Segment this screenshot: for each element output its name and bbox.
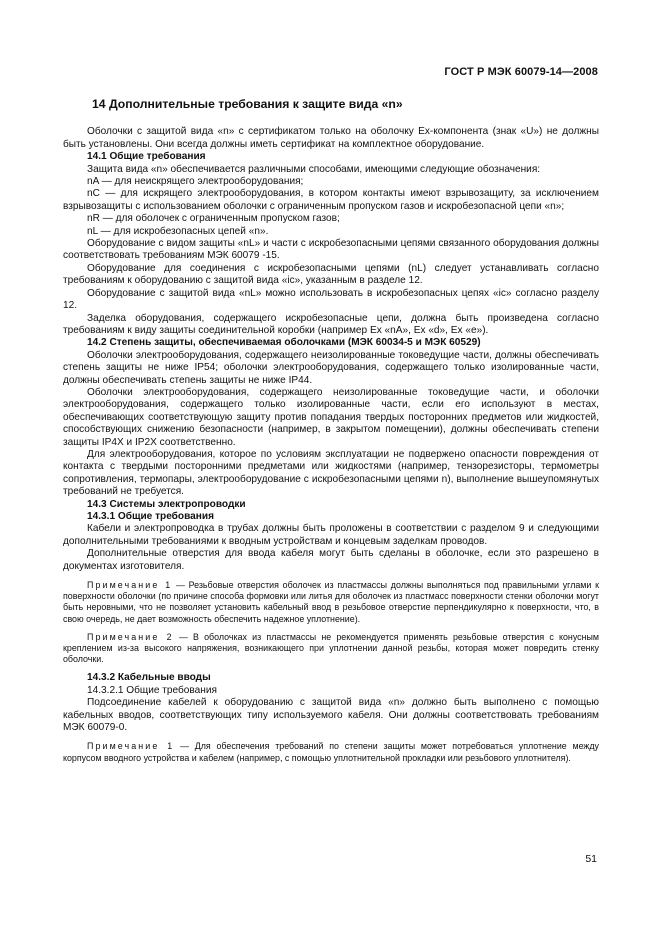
paragraph: nR — для оболочек с ограниченным пропуском газов; [87,213,340,225]
paragraph: Оборудование для соединения с искробезопасными цепями (nL) следует устанавливать согласно требованиям к оборудованию с защитой вида «ic», указанным в разделе 12. [63,262,599,287]
subsection-heading: 14.2 Степень защиты, обеспечиваемая оболочками (МЭК 60034-5 и МЭК 60529) [87,337,481,349]
note-text: — Для обеспечения требований по степени защиты может потребоваться уплотнение между корпусом вводного устройства и кабелем (например, с помощью уплотнительной прокладки или резьбового уплотнителя). [63,741,599,763]
paragraph: Оболочки электрооборудования, содержащего неизолированные токоведущие части, и оболочки электрооборудования, содержащего только изолированные части, если его используют в местах, обеспечивающих соответствующую защиту против попадания твердых посторонних предметов или жидкостей, способствующих снижению безопасности (например, в закрытом помещении), должны обеспечивать степени защиты IP4X и IP2X соответственно. [63,386,599,448]
note-label: Примечание 1 [87,580,173,591]
paragraph: Оборудование с защитой вида «nL» можно использовать в искробезопасных цепях «ic» согласно разделу 12. [63,287,599,312]
note-label: Примечание 1 [87,741,175,752]
subsection-heading: 14.3.2.1 Общие требования [87,684,217,696]
paragraph: nL — для искробезопасных цепей «n». [87,225,269,237]
subsection-heading: 14.3.1 Общие требования [87,511,214,522]
note [63,580,599,625]
section-title: 14 Дополнительные требования к защите вида «n» [92,97,403,111]
subsection-heading: 14.3.2 Кабельные вводы [87,672,211,684]
note-text: — В оболочках из пластмассы не рекомендуется применять резьбовые отверстия с конусным креплением из-за высокого напряжения, возникающего при уплотнении данной резьбы, которая может повредить стенку оболочки. [63,631,599,665]
paragraph: nC — для искрящего электрооборудования, в котором контакты имеют взрывозащиту, за исключением взрывозащиты с использованием оболочки с ограниченным пропуском газов и искробезопасной цепи «n»; [63,188,599,212]
paragraph: Дополнительные отверстия для ввода кабеля могут быть сделаны в оболочке, если это разрешено в документах изготовителя. [63,548,599,572]
paragraph: Оборудование с видом защиты «nL» и части с искробезопасными цепями связанного оборудования должны соответствовать требованиям МЭК 60079 -15. [63,238,599,262]
paragraph: nA — для неискрящего электрооборудования; [87,176,304,188]
paragraph: Заделка оборудования, содержащего искробезопасные цепи, должна быть произведена согласно требованиям к виду защиты соединительной коробки (например Ex «nA», Ex «d», Ex «e»). [63,312,599,336]
paragraph: Подсоединение кабелей к оборудованию с защитой вида «n» должно быть выполнено с помощью кабельных вводов, соответствующих типу используемого кабеля. Они должны соответствовать требованиям МЭК 60079-0. [63,697,599,734]
document-header: ГОСТ Р МЭК 60079-14—2008 [444,66,598,78]
subsection-heading: 14.3 Системы электропроводки [87,498,246,510]
note [63,632,599,666]
paragraph: Кабели и электропроводка в трубах должны быть проложены в соответствии с разделом 9 и следующими дополнительными требованиями к вводным устройствам и концевым заделкам проводов. [63,523,599,547]
page-number: 51 [585,853,597,865]
paragraph: Защита вида «n» обеспечивается различными способами, имеющими следующие обозначения: [87,163,541,175]
subsection-heading: 14.1 Общие требования [87,151,206,163]
document-body [63,98,599,771]
note [63,741,599,763]
paragraph: Оболочки электрооборудования, содержащего неизолированные токоведущие части, должны обеспечивать степень защиты не ниже IP54; оболочки электрооборудования, содержащего только изолированные части, должны обеспечивать степень защиты не ниже IP44. [63,349,599,386]
paragraph: Оболочки с защитой вида «n» с сертификатом только на оболочку Ex-компонента (знак «U») не должны быть установлены. Они всегда должны иметь сертификат на комплектное оборудование. [63,126,599,150]
text-blocks [63,126,599,763]
note-label: Примечание 2 [87,631,174,642]
note-text: — Резьбовые отверстия оболочек из пластмассы должны выполняться под правильными углами к поверхности оболочки (по причине способа формовки или литья для оболочек из пластмасс поверхности стенки оболочки могут быть неровными, что не позволяет установить кабельный ввод в резьбовое отверстие перпендикулярно к поверхности, что, в свою очередь, не дает возможность обеспечить надежное уплотнение). [63,580,599,624]
paragraph: Для электрооборудования, которое по условиям эксплуатации не подвержено опасности повреждения от контакта с твердыми посторонними предметами или жидкостями (например, тензорезисторы, термометры сопротивления, термопары, электрооборудование с искробезопасными цепями n), выполнение вышеупомянутых требований не требуется. [63,448,599,498]
